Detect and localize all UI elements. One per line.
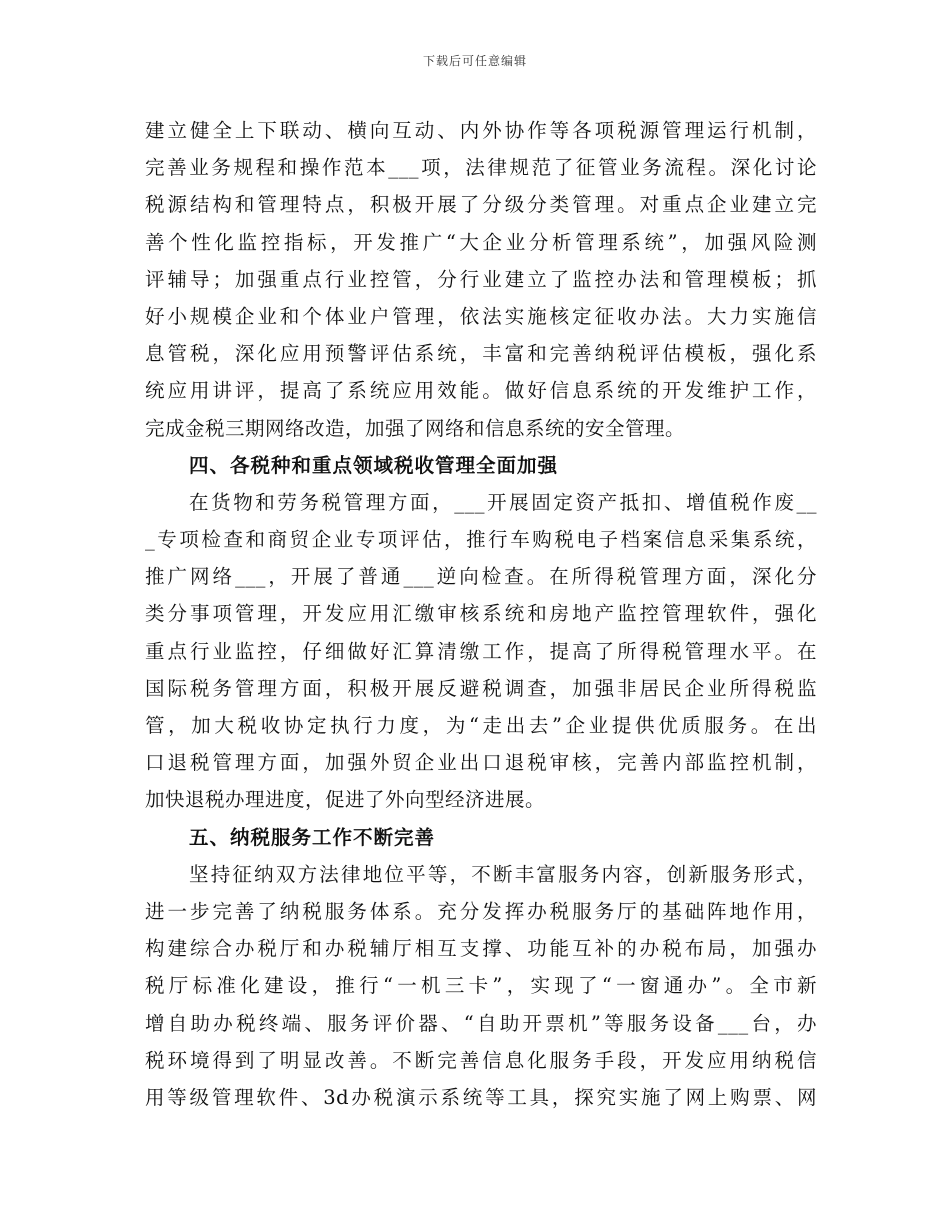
text-line: 统应用讲评，提高了系统应用效能。做好信息系统的开发维护工作， bbox=[145, 379, 817, 403]
text-line: 重点行业监控，仔细做好汇算清缴工作，提高了所得税管理水平。在 bbox=[145, 639, 817, 663]
paragraph-taxpayer-service bbox=[145, 856, 817, 1116]
text-line: 在货物和劳务税管理方面，___开展固定资产抵扣、增值税作废__ bbox=[189, 490, 817, 514]
text-line: 息管税，深化应用预警评估系统，丰富和完善纳税评估模板，强化系 bbox=[145, 342, 817, 366]
text-line: 税源结构和管理特点，积极开展了分级分类管理。对重点企业建立完 bbox=[145, 193, 817, 217]
text-line: 加快退税办理进度，促进了外向型经济进展。 bbox=[145, 788, 546, 812]
text-line: 坚持征纳双方法律地位平等，不断丰富服务内容，创新服务形式， bbox=[189, 862, 817, 886]
text-line: 税环境得到了明显改善。不断完善信息化服务手段，开发应用纳税信 bbox=[145, 1048, 817, 1072]
text-line: 完成金税三期网络改造，加强了网络和信息系统的安全管理。 bbox=[145, 416, 686, 440]
section-heading-5: 五、纳税服务工作不断完善 bbox=[189, 825, 436, 849]
text-line: 建立健全上下联动、横向互动、内外协作等各项税源管理运行机制， bbox=[145, 119, 817, 142]
text-line: 税厅标准化建设，推行“一机三卡”，实现了“一窗通办”。全市新 bbox=[145, 974, 817, 998]
text-line: 进一步完善了纳税服务体系。充分发挥办税服务厅的基础阵地作用， bbox=[145, 899, 817, 923]
text-line: 口退税管理方面，加强外贸企业出口退税审核，完善内部监控机制， bbox=[145, 751, 817, 775]
document-body bbox=[145, 112, 817, 1116]
text-line: 类分事项管理，开发应用汇缴审核系统和房地产监控管理软件，强化 bbox=[145, 602, 817, 626]
text-line: 增自助办税终端、服务评价器、“自助开票机”等服务设备___台，办 bbox=[145, 1011, 817, 1035]
text-line: _专项检查和商贸企业专项评估，推行车购税电子档案信息采集系统， bbox=[145, 528, 817, 552]
text-line: 管，加大税收协定执行力度，为“走出去”企业提供优质服务。在出 bbox=[145, 714, 817, 737]
text-line: 完善业务规程和操作范本___项，法律规范了征管业务流程。深化讨论 bbox=[145, 156, 817, 180]
paragraph-tax-types-management bbox=[145, 484, 817, 819]
text-line: 用等级管理软件、3d办税演示系统等工具，探究实施了网上购票、网 bbox=[145, 1085, 817, 1109]
text-line: 构建综合办税厅和办税辅厅相互支撑、功能互补的办税布局，加强办 bbox=[145, 937, 817, 961]
section-heading-4: 四、各税种和重点领域税收管理全面加强 bbox=[189, 453, 559, 477]
paragraph-tax-source-management bbox=[145, 112, 817, 447]
text-line: 好小规模企业和个体业户管理，依法实施核定征收办法。大力实施信 bbox=[145, 304, 817, 328]
text-line: 评辅导；加强重点行业控管，分行业建立了监控办法和管理模板；抓 bbox=[145, 267, 817, 291]
page-header: 下载后可任意编辑 bbox=[422, 54, 527, 68]
text-line: 国际税务管理方面，积极开展反避税调查，加强非居民企业所得税监 bbox=[145, 676, 817, 700]
text-line: 推广网络___，开展了普通___逆向检查。在所得税管理方面，深化分 bbox=[145, 565, 817, 589]
text-line: 善个性化监控指标，开发推广“大企业分析管理系统”，加强风险测 bbox=[145, 230, 817, 254]
